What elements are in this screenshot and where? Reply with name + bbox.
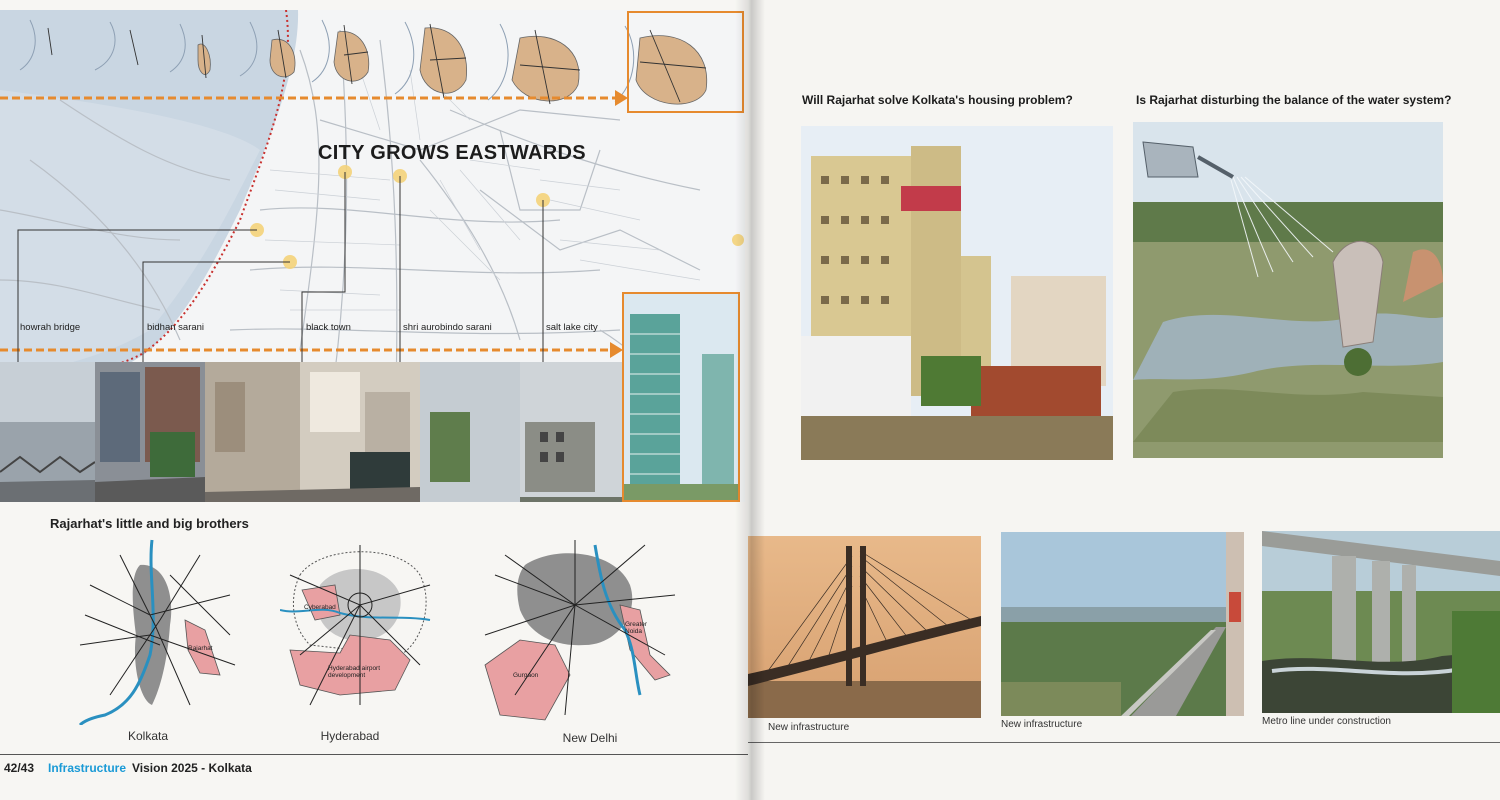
city-name-new-delhi: New Delhi [562,731,618,745]
question-water: Is Rajarhat disturbing the balance of the water system? [1136,93,1452,107]
new-delhi-map [475,535,685,725]
right-footer-rule [748,742,1500,743]
section-title-brothers: Rajarhat's little and big brothers [50,516,249,531]
hyderabad-area-label-2: Hyderabad airport development [328,665,381,679]
bridge-photo [748,536,981,718]
page-footer [0,754,752,800]
kolkata-map [70,535,240,725]
tower-image [624,294,738,500]
map-label-bidhan-sarani: bidhan sarani [147,322,205,333]
footer-section: Infrastructure [48,761,127,775]
caption-bridge: New infrastructure [768,722,850,733]
apartment-buildings-image [801,126,1113,460]
hyderabad-map [280,535,440,725]
hyderabad-area-label-1: Cyberabad [304,604,336,611]
housing-photo [801,126,1113,460]
city-name-kolkata: Kolkata [127,729,169,743]
question-housing: Will Rajarhat solve Kolkata's housing problem? [802,93,1073,107]
map-headline: CITY GROWS EASTWARDS [318,142,586,164]
city-name-hyderabad: Hyderabad [320,729,380,743]
right-page [748,0,1500,800]
new-delhi-area-label-1: Greater Noida [625,621,648,635]
street-scene-image [0,362,622,502]
kolkata-map-graphic [70,535,240,725]
hyderabad-map-graphic [280,535,440,725]
wetland-watering-can-image [1133,122,1443,458]
street-photo-strip [0,362,622,502]
kolkata-district-label: Rajarhat [188,645,213,652]
map-label-howrah-bridge: howrah bridge [20,322,81,333]
water-system-photo [1133,122,1443,458]
caption-flyover: New infrastructure [1001,719,1083,730]
metro-construction-image [1262,531,1500,713]
flyover-road-image [1001,532,1244,716]
cable-stayed-bridge-image [748,536,981,718]
footer-book-title: Vision 2025 - Kolkata [132,761,252,775]
map-label-salt-lake-city: salt lake city [546,322,598,333]
map-label-shri-aurobindo-sarani: shri aurobindo sarani [403,322,492,333]
metro-photo [1262,531,1500,713]
flyover-photo [1001,532,1244,716]
high-rise-render [622,292,740,502]
page-numbers: 42/43 [4,761,35,775]
map-label-black-town: black town [306,322,351,333]
book-gutter [735,0,765,800]
caption-metro: Metro line under construction [1262,716,1391,727]
new-delhi-area-label-2: Gurgaon [513,672,539,679]
